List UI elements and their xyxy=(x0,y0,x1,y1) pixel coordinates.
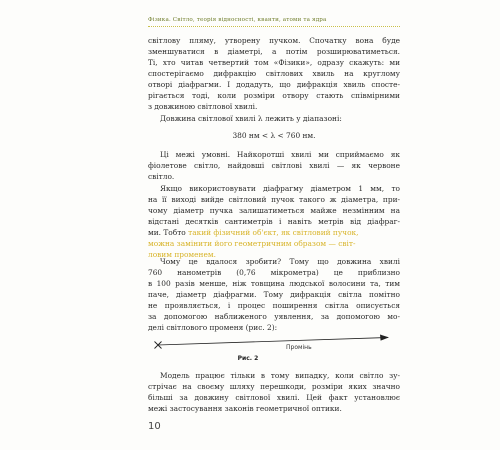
text-line: не проявляється, і процес поширення світла описується xyxy=(148,301,400,311)
text-line: відстані десятків сантиметрів і навіть метрів від діафраг- xyxy=(148,217,400,227)
text-line: Модель працює тільки в тому випадку, коли світло зу- xyxy=(160,371,400,380)
running-header: Фізика. Світло, теорія відносності, кванти, атоми та ядра xyxy=(148,17,327,23)
text-line: зменшуватися в діаметрі, а потім розширюватиметься. xyxy=(148,47,400,57)
text-line: межі застосування законів геометричної оптики. xyxy=(148,404,342,414)
text-line: на її виході вийде світловий пучок такого ж діаметра, при- xyxy=(148,195,400,205)
text-line: стрічає на своєму шляху перешкоди, розміри яких значно xyxy=(148,382,400,392)
text-line: Чому це вдалося зробити? Тому що довжина хвилі xyxy=(160,257,400,266)
page-number: 10 xyxy=(148,421,161,432)
paragraph-1 xyxy=(148,35,400,112)
text-line: більші за довжину світлової хвилі. Цей факт установлює xyxy=(148,393,400,403)
text-line: в 100 разів менше, ніж товщина людської волосини та, тим xyxy=(148,279,400,289)
ray-label: Промінь xyxy=(286,344,312,351)
text-line: рігається тоді, коли розміри отвору стають співмірними xyxy=(148,91,400,101)
text-line: паче, діаметр діафрагми. Тому дифракція світла помітно xyxy=(148,290,400,300)
text-line: фіолетове світло, найдовші світлові хвилі — як червоне xyxy=(148,161,400,171)
header-divider xyxy=(148,26,400,27)
paragraph-4 xyxy=(148,183,400,260)
text-line: Ті, хто читав четвертий том «Фізики», одразу скажуть: ми xyxy=(148,58,400,68)
text-line: за допомогою наближеного уявлення, за допомогою мо- xyxy=(148,312,400,322)
text-line: з довжиною світлової хвилі. xyxy=(148,102,258,112)
text-line xyxy=(148,227,400,238)
ray-arrowhead-icon xyxy=(380,335,389,341)
text-line: Ці межі умовні. Найкоротші хвилі ми сприймаємо як xyxy=(160,150,400,159)
text-line: світлову пляму, утворену пучком. Спочатку вона буде xyxy=(148,36,400,45)
paragraph-6 xyxy=(148,370,400,414)
text-line: світло. xyxy=(148,172,175,182)
text-line: делі світлового променя (рис. 2): xyxy=(148,323,278,333)
line-start: ми. Тобто xyxy=(148,228,186,238)
text-line: 760 нанометрів (0,76 мікрометра) це приблизно xyxy=(148,268,400,278)
text-line: отворі діафрагми. І додадуть, що дифракція хвиль спосте- xyxy=(148,80,400,90)
figure-caption: Рис. 2 xyxy=(237,355,259,362)
paragraph-3 xyxy=(148,149,400,182)
highlighted-definition: можна замінити його геометричним образом — світ- xyxy=(148,239,356,249)
ray-line xyxy=(158,338,388,346)
formula-line: 380 нм < λ < 760 нм. xyxy=(232,131,316,140)
paragraph-2 xyxy=(148,113,400,124)
paragraph-5 xyxy=(148,256,400,333)
text-line: Якщо використовувати діафрагму діаметром 1 мм, то xyxy=(160,184,400,193)
wavelength-formula xyxy=(148,130,400,141)
text-line: Довжина світлової хвилі λ лежить у діапазоні: xyxy=(160,114,342,123)
text-line: чому діаметр пучка залишатиметься майже незмінним на xyxy=(148,206,400,216)
text-line: спостерігаємо дифракцію світлових хвиль на круглому xyxy=(148,69,400,79)
highlighted-definition: такий фізичний об'єкт, як світловий пучок, xyxy=(188,228,359,238)
highlighted-definition: ловим променем. xyxy=(148,250,216,260)
